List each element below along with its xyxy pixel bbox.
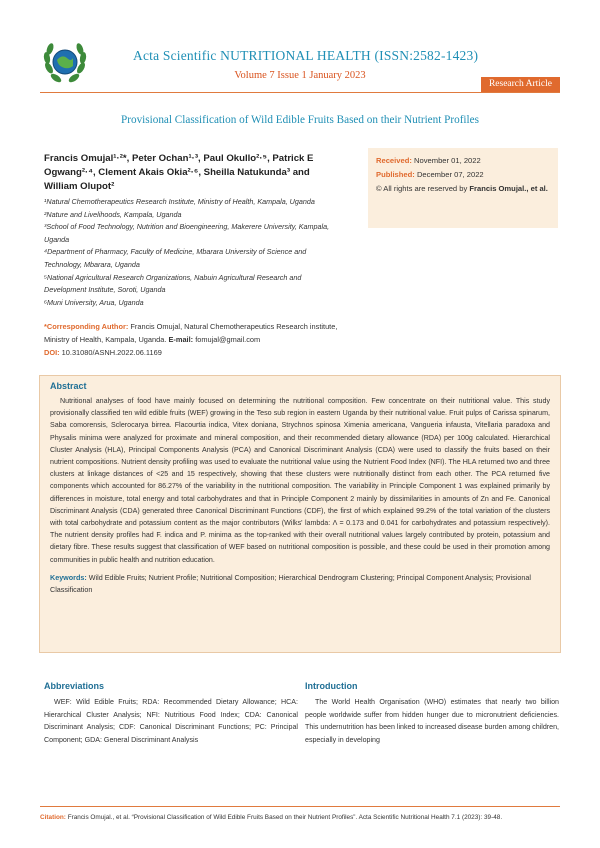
abstract-text: Nutritional analyses of food have mainly focused on determining the nutritional composition. Few concentrate on their nutritional value. This study provisionally classified ten wild edible fruits (WEF) growing in the Teso sub region in eastern Uganda by their nutritional value. Fruit pulps of Carissa spinarum, Saba comorensis, Sclerocarya birrea. Flacourtia indica, Vitex doniana, Strychnos spinosa Ximenia americana, Vangueria infausta, Vitellaria paradoxa and Physalis minima were analyzed for proximate and mineral composition, and their recommended dietary allowance (RDA) per 100g calculated. Hierarchical Cluster Analysis (HLA), Principal Components Analysis (PCA) and Canonical Discriminant Analysis (CDA) were used to classify the fruits based on their nutrient compositions. Nutrient density profiling was used to evaluate the nutritional value using the Nutrient Food Index (NFI). The HLA returned two and three clusters at linkage distances of <25 and 15 respectively, showing that these clusters were nutritionally distinct from each other. The PCA returned five components which accounted for 86.27% of the variability in the nutritional composition. The variability in Principle Component 1 was explained primarily by differences in moisture, total energy and total carbohydrates and that in Principle Component 2 mainly by dissimilarities in amounts of Zn and Fe. Canonical Discriminant Analysis (CDA) generated three Canonical Discriminant Functions (CDF), the first of which explained 99.2% of the total variation of the clusters with total carbohydrate and potassium content as the major contributors (Wilks' lambda: Λ = 0.173 and 0.041 for carbohydrates and potassium respectively). The nutrient density profiles had F. indica and P. minima as the top-ranked with their overall nutritional values largely contributed by protein, potassium and dietary fibre. These results suggest that classification of WEF based on nutritional composition is possible, and these could be used in their promotion among communities in public health and nutrition education. — [50, 397, 550, 564]
doi-line — [44, 348, 162, 357]
citation — [40, 812, 560, 823]
affiliation-item: ⁶Muni University, Arua, Uganda — [44, 297, 144, 307]
abbreviations-heading: Abbreviations — [44, 681, 105, 691]
rights-line — [376, 182, 550, 196]
footer-divider — [40, 806, 560, 807]
corresponding-author — [44, 321, 354, 346]
doi-link[interactable]: 10.31080/ASNH.2022.06.1169 — [61, 348, 162, 357]
keywords-text: Wild Edible Fruits; Nutrient Profile; Nutritional Composition; Hierarchical Dendrogram Clustering; Principal Component Analysis; Provisional Classification — [50, 572, 531, 594]
published-label: Published: — [376, 170, 415, 179]
citation-label: Citation: — [40, 814, 66, 821]
dates-box — [368, 148, 558, 228]
citation-text: Francis Omujal., et al. “Provisional Classification of Wild Edible Fruits Based on their Nutrient Profiles”. Acta Scientific Nutritional Health 7.1 (2023): 39-48. — [67, 814, 503, 821]
abbreviations-text: WEF: Wild Edible Fruits; RDA: Recommended Dietary Allowance; HCA: Hierarchical Cluster Analysis; NFI: Nutritious Food Index; CDA: Canonical Discriminant Analysis; CDF: Canonical Discriminant Functions; PC: Principal Component; GDA: General Discriminant Analysis — [44, 698, 298, 744]
abstract-heading: Abstract — [50, 381, 87, 391]
corresponding-text: Francis Omujal, Natural Chemotherapeutics Research institute, Ministry of Health, Kampala, Uganda. — [44, 322, 338, 344]
corresponding-label: *Corresponding Author: — [44, 322, 129, 331]
affiliation-item: ²Nature and Livelihoods, Kampala, Uganda — [44, 209, 182, 219]
header-divider — [40, 92, 560, 93]
affiliation-item: ¹Natural Chemotherapeutics Research Institute, Ministry of Health, Kampala, Uganda — [44, 197, 315, 206]
published-line — [376, 168, 550, 182]
author-list: Francis Omujal¹·²*, Peter Ochan¹·³, Paul Okullo²·⁵, Patrick E Ogwang²·⁴, Clement Akais Okia²·⁶, Sheilla Natukunda³ and William Olupot² — [44, 153, 314, 192]
email-link[interactable]: fomujal@gmail.com — [195, 334, 261, 344]
affiliation-item: ³School of Food Technology, Nutrition and Bioengineering, Makerere University, Kampala, Uganda — [44, 222, 330, 244]
doi-label: DOI: — [44, 348, 60, 357]
email-label: E-mail: — [168, 334, 194, 344]
received-label: Received: — [376, 156, 412, 165]
rights-prefix: © All rights are reserved by — [376, 184, 468, 193]
journal-title: Acta Scientific NUTRITIONAL HEALTH (ISSN:2582-1423) — [133, 48, 479, 63]
paper-title: Provisional Classification of Wild Edible Fruits Based on their Nutrient Profiles — [121, 114, 479, 126]
affiliation-item: ⁵National Agricultural Research Organizations, Nabuin Agricultural Research and Development Institute, Soroti, Uganda — [44, 272, 302, 295]
keywords — [50, 572, 550, 596]
issue-line: Volume 7 Issue 1 January 2023 — [234, 70, 366, 81]
keywords-label: Keywords: — [50, 572, 87, 582]
journal-header — [0, 38, 600, 98]
introduction-text: The World Health Organisation (WHO) estimates that nearly two billion people worldwide suffer from hidden hunger due to micronutrient deficiencies. This undernutrition has been linked to increased disease burden among children, especially in developing — [305, 698, 559, 744]
received-date: November 01, 2022 — [414, 156, 481, 165]
published-date: December 07, 2022 — [416, 170, 484, 179]
affiliation-item: ⁴Department of Pharmacy, Faculty of Medicine, Mbarara University of Science and Technology, Mbarara, Uganda — [44, 247, 307, 269]
introduction-heading: Introduction — [305, 681, 358, 691]
rights-holder: Francis Omujal., et al. — [469, 184, 548, 193]
received-line — [376, 154, 550, 168]
article-type-badge: Research Article — [481, 77, 560, 92]
affiliations — [44, 196, 344, 309]
abstract-box — [39, 375, 561, 653]
